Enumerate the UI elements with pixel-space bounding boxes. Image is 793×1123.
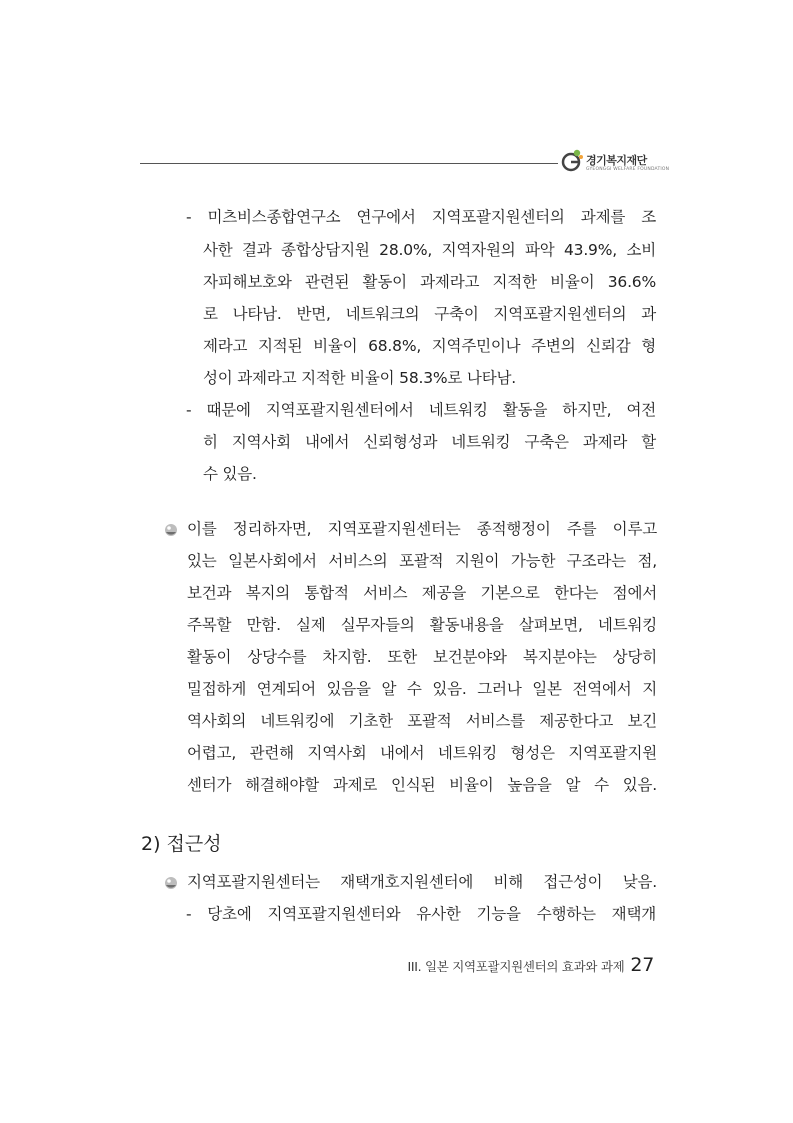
paragraph-line: 이를 정리하자면, 지역포괄지원센터는 종적행정이 주를 이루고 [187, 520, 657, 538]
paragraph-line: 역사회의 네트워킹에 기초한 포괄적 서비스를 제공한다고 보긴 [187, 712, 657, 730]
bullet-icon [164, 876, 178, 890]
foundation-logo [560, 148, 670, 178]
dash-line: 수 있음. [203, 465, 257, 483]
dash-line: 사한 결과 종합상담지원 28.0%, 지역자원의 파악 43.9%, 소비 [203, 241, 656, 259]
dash-line: 자피해보호와 관련된 활동이 과제라고 지적한 비율이 36.6% [203, 273, 656, 291]
paragraph-line: 밀접하게 연계되어 있음을 알 수 있음. 그러나 일본 전역에서 지 [187, 680, 657, 698]
paragraph-line: 보건과 복지의 통합적 서비스 제공을 기본으로 한다는 점에서 [187, 584, 657, 602]
dash-line: - 미츠비스종합연구소 연구에서 지역포괄지원센터의 과제를 조 [186, 208, 656, 226]
section-title: 2) 접근성 [141, 833, 222, 855]
paragraph-line: 있는 일본사회에서 서비스의 포괄적 지원이 가능한 구조라는 점, [187, 552, 657, 570]
logo-subtext: GYEONGGI WELFARE FOUNDATION [586, 167, 670, 172]
paragraph-line: 주목할 만함. 실제 실무자들의 활동내용을 살펴보면, 네트워킹 [187, 616, 657, 634]
dash-line: 성이 과제라고 지적한 비율이 58.3%로 나타남. [203, 369, 516, 387]
page-number: 27 [630, 954, 654, 976]
logo-mark-icon [560, 148, 584, 174]
header-rule [140, 163, 558, 164]
paragraph-line: 센터가 해결해야할 과제로 인식된 비율이 높음을 알 수 있음. [187, 776, 657, 794]
logo-text: 경기복지재단 [586, 154, 647, 167]
bullet-icon [164, 523, 178, 537]
chapter-title: III. 일본 지역포괄지원센터의 효과와 과제 [407, 959, 625, 974]
dash-line: - 당초에 지역포괄지원센터와 유사한 기능을 수행하는 재택개 [186, 905, 656, 923]
paragraph-line: 지역포괄지원센터는 재택개호지원센터에 비해 접근성이 낮음. [187, 873, 657, 891]
paragraph-line: 활동이 상당수를 차지함. 또한 보건분야와 복지분야는 상당히 [187, 648, 657, 666]
page-footer [407, 954, 654, 976]
dash-line: 히 지역사회 내에서 신뢰형성과 네트워킹 구축은 과제라 할 [203, 433, 656, 451]
paragraph-line: 어렵고, 관련해 지역사회 내에서 네트워킹 형성은 지역포괄지원 [187, 744, 657, 762]
dash-line: 제라고 지적된 비율이 68.8%, 지역주민이나 주변의 신뢰감 형 [203, 337, 656, 355]
dash-line: - 때문에 지역포괄지원센터에서 네트워킹 활동을 하지만, 여전 [186, 401, 656, 419]
dash-line: 로 나타남. 반면, 네트워크의 구축이 지역포괄지원센터의 과 [203, 305, 656, 323]
